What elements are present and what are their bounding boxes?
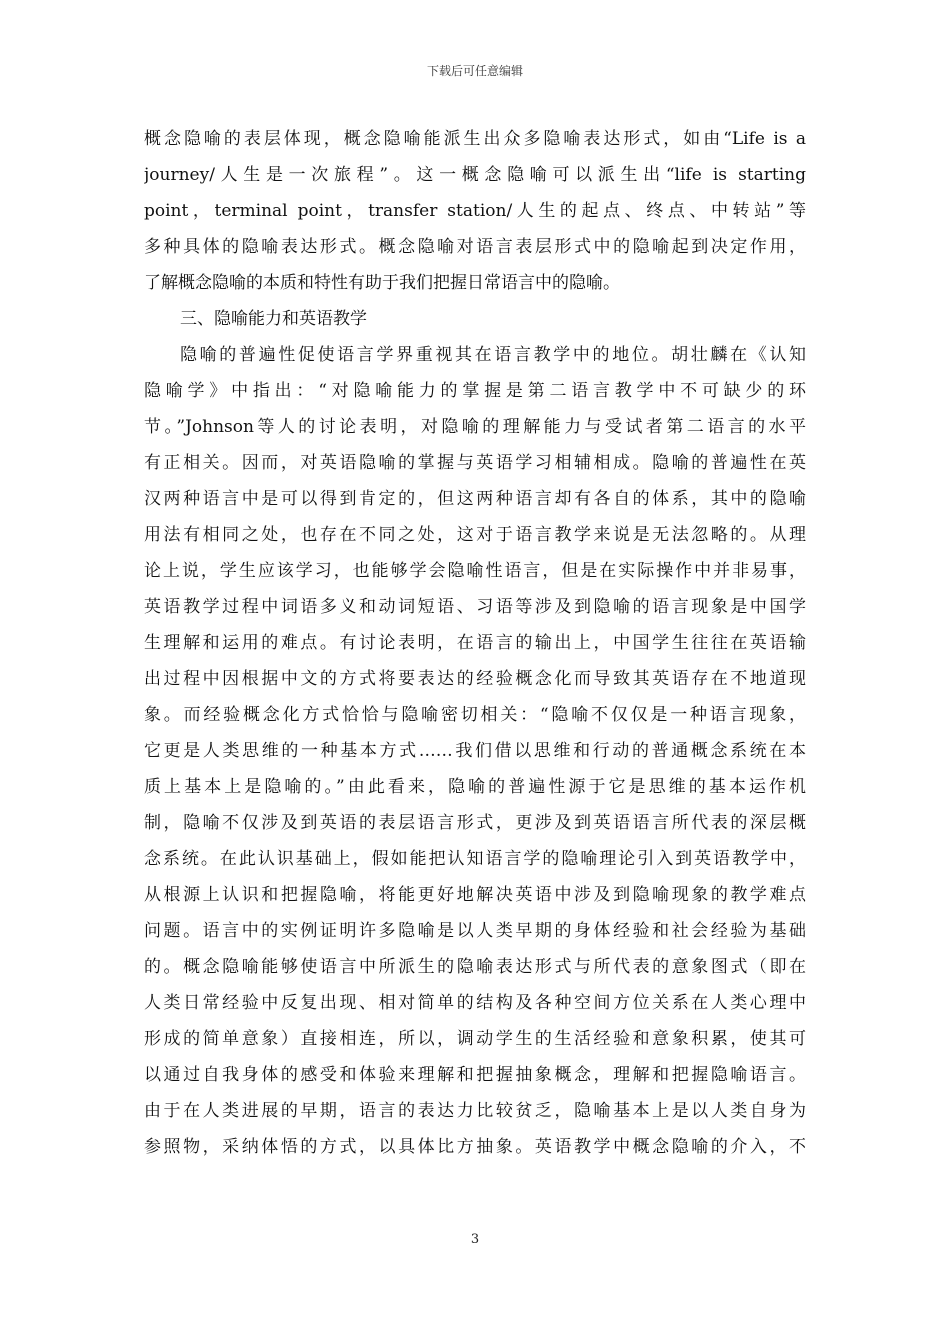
text-line: 参照物，采纳体悟的方式，以具体比方抽象。英语教学中概念隐喻的介入，不 <box>144 1137 806 1157</box>
text-line: 论上说，学生应该学习，也能够学会隐喻性语言，但是在实际操作中并非易事， <box>144 561 806 581</box>
text-line: 节。”Johnson等人的讨论表明，对隐喻的理解能力与受试者第二语言的水平 <box>144 417 806 437</box>
text-line: 形成的简单意象）直接相连，所以，调动学生的生活经验和意象积累，使其可 <box>144 1029 806 1049</box>
text-line: 概念隐喻的表层体现，概念隐喻能派生出众多隐喻表达形式，如由“Life is a <box>144 129 806 149</box>
section-heading: 三、隐喻能力和英语教学 <box>180 309 367 329</box>
text-line: 隐喻的普遍性促使语言学界重视其在语言教学中的地位。胡壮麟在《认知 <box>180 345 806 365</box>
text-line: 象。而经验概念化方式恰恰与隐喻密切相关：“隐喻不仅仅是一种语言现象， <box>144 705 806 725</box>
text-line: 它更是人类思维的一种基本方式……我们借以思维和行动的普通概念系统在本 <box>144 741 806 761</box>
text-line: journey/人生是一次旅程”。这一概念隐喻可以派生出“life is starting <box>144 165 806 185</box>
text-line: 从根源上认识和把握隐喻，将能更好地解决英语中涉及到隐喻现象的教学难点 <box>144 885 806 905</box>
text-line: 有正相关。因而，对英语隐喻的掌握与英语学习相辅相成。隐喻的普遍性在英 <box>144 453 806 473</box>
text-line: 念系统。在此认识基础上，假如能把认知语言学的隐喻理论引入到英语教学中， <box>144 849 806 869</box>
text-line: 的。概念隐喻能够使语言中所派生的隐喻表达形式与所代表的意象图式（即在 <box>144 957 806 977</box>
text-line: 以通过自我身体的感受和体验来理解和把握抽象概念，理解和把握隐喻语言。 <box>144 1065 806 1085</box>
text-line: 人类日常经验中反复出现、相对简单的结构及各种空间方位关系在人类心理中 <box>144 993 806 1013</box>
text-line: 多种具体的隐喻表达形式。概念隐喻对语言表层形式中的隐喻起到决定作用， <box>144 237 806 257</box>
text-line: 制，隐喻不仅涉及到英语的表层语言形式，更涉及到英语语言所代表的深层概 <box>144 813 806 833</box>
text-line: 问题。语言中的实例证明许多隐喻是以人类早期的身体经验和社会经验为基础 <box>144 921 806 941</box>
text-line: 出过程中因根据中文的方式将要表达的经验概念化而导致其英语存在不地道现 <box>144 669 806 689</box>
document-body <box>144 121 806 1165</box>
text-line: 汉两种语言中是可以得到肯定的，但这两种语言却有各自的体系，其中的隐喻 <box>144 489 806 509</box>
text-line: 英语教学过程中词语多义和动词短语、习语等涉及到隐喻的语言现象是中国学 <box>144 597 806 617</box>
text-line: 质上基本上是隐喻的。”由此看来，隐喻的普遍性源于它是思维的基本运作机 <box>144 777 806 797</box>
text-line: 了解概念隐喻的本质和特性有助于我们把握日常语言中的隐喻。 <box>144 273 620 293</box>
text-line: 由于在人类进展的早期，语言的表达力比较贫乏，隐喻基本上是以人类自身为 <box>144 1101 806 1121</box>
page-number: 3 <box>470 1232 480 1247</box>
page-header: 下载后可任意编辑 <box>426 64 523 78</box>
text-line: point，terminal point，transfer station/人生的起点、终点、中转站”等 <box>144 201 806 221</box>
text-line: 生理解和运用的难点。有讨论表明，在语言的输出上，中国学生往往在英语输 <box>144 633 806 653</box>
text-line: 隐喻学》中指出：“对隐喻能力的掌握是第二语言教学中不可缺少的环 <box>144 381 806 401</box>
text-line: 用法有相同之处，也存在不同之处，这对于语言教学来说是无法忽略的。从理 <box>144 525 806 545</box>
